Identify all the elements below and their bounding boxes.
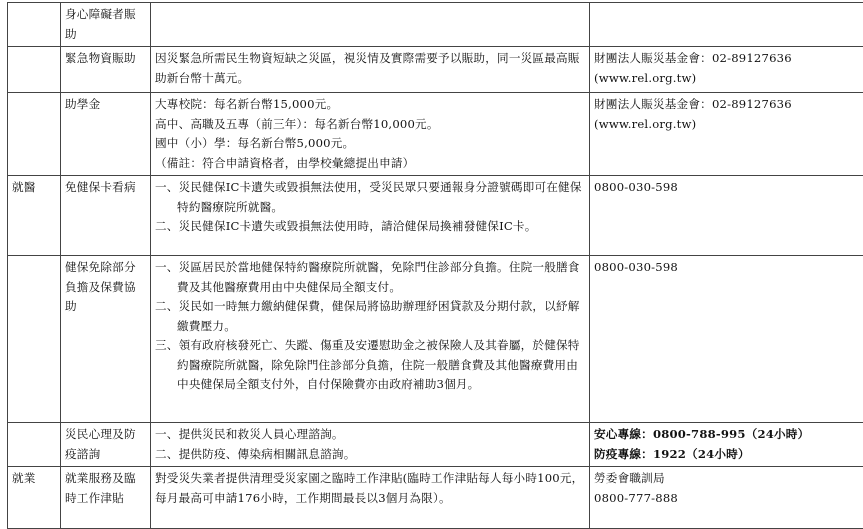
item-cell: 災民心理及防疫諮詢 <box>61 423 151 467</box>
contact-cell <box>590 467 863 529</box>
contact-line: 勞委會職訓局 <box>594 469 863 489</box>
content-paragraph: 對受災失業者提供清理受災家園之臨時工作津貼(臨時工作津貼每人每小時100元，每月最高可申請176小時，工作期間最長以3個月為限）。 <box>155 471 583 505</box>
hotline-line: 安心專線：0800-788-995（24小時） <box>594 425 863 445</box>
disaster-relief-table <box>7 2 863 529</box>
contact-line: 0800-030-598 <box>594 258 863 278</box>
category-cell: 就業 <box>8 467 61 529</box>
content-cell <box>151 47 590 93</box>
hotline-line: 防疫專線：1922（24小時） <box>594 445 863 465</box>
content-note: （備註：符合申請資格者，由學校彙總提出申請） <box>155 154 585 174</box>
table-row <box>8 47 863 93</box>
contact-line: (www.rel.org.tw) <box>594 69 863 89</box>
content-line: 國中（小）學：每名新台幣5,000元。 <box>155 134 585 154</box>
content-cell <box>151 93 590 176</box>
content-cell <box>151 256 590 423</box>
table-row <box>8 93 863 176</box>
content-cell <box>151 3 590 47</box>
contact-cell <box>590 256 863 423</box>
category-cell <box>8 47 61 93</box>
category-cell <box>8 256 61 423</box>
content-paragraph: 二、災民如一時無力繳納健保費，健保局將協助辦理紓困貸款及分期付款，以紓解繳費壓力。 <box>155 297 585 336</box>
content-line: 高中、高職及五專（前三年）：每名新台幣10,000元。 <box>155 115 585 135</box>
category-cell <box>8 3 61 47</box>
contact-line: 財團法人賑災基金會：02-89127636 <box>594 49 863 69</box>
contact-cell <box>590 423 863 467</box>
item-cell: 就業服務及臨時工作津貼 <box>61 467 151 529</box>
item-cell: 緊急物資賑助 <box>61 47 151 93</box>
contact-line: 0800-030-598 <box>594 178 863 198</box>
table-row <box>8 256 863 423</box>
category-cell <box>8 93 61 176</box>
contact-cell <box>590 3 863 47</box>
content-paragraph: 因災緊急所需民生物資短缺之災區，視災情及實際需要予以賑助，同一災區最高賑助新台幣十萬元。 <box>155 51 580 85</box>
contact-cell <box>590 47 863 93</box>
content-line: 大專校院：每名新台幣15,000元。 <box>155 95 585 115</box>
contact-line: 財團法人賑災基金會：02-89127636 <box>594 95 863 115</box>
content-paragraph: 三、領有政府核發死亡、失蹤、傷重及安遷慰助金之被保險人及其眷屬，於健保特約醫療院所就醫，除免除門住診部分負擔，住院一般膳食費及其他醫療費用由中央健保局全額支付外，自付保險費亦由政府補助3個月。 <box>155 336 585 395</box>
content-paragraph: 一、災民健保IC卡遺失或毀損無法使用，受災民眾只要通報身分證號碼即可在健保特約醫療院所就醫。 <box>155 178 585 217</box>
item-cell: 免健保卡看病 <box>61 176 151 256</box>
table-row <box>8 423 863 467</box>
content-cell <box>151 467 590 529</box>
category-cell: 就醫 <box>8 176 61 256</box>
content-line: 一、提供災民和救災人員心理諮詢。 <box>155 425 585 445</box>
category-cell <box>8 423 61 467</box>
item-cell: 身心障礙者賑助 <box>61 3 151 47</box>
table-row <box>8 176 863 256</box>
contact-cell <box>590 176 863 256</box>
item-cell: 助學金 <box>61 93 151 176</box>
content-paragraph: 二、災民健保IC卡遺失或毀損無法使用時，請洽健保局換補發健保IC卡。 <box>155 217 585 237</box>
content-paragraph: 一、災區居民於當地健保特約醫療院所就醫，免除門住診部分負擔。住院一般膳食費及其他醫療費用由中央健保局全額支付。 <box>155 258 585 297</box>
content-cell <box>151 423 590 467</box>
contact-cell <box>590 93 863 176</box>
content-cell <box>151 176 590 256</box>
table-row <box>8 3 863 47</box>
contact-line: 0800-777-888 <box>594 489 863 509</box>
content-line: 二、提供防疫、傳染病相關訊息諮詢。 <box>155 445 585 465</box>
contact-line: (www.rel.org.tw) <box>594 115 863 135</box>
item-cell: 健保免除部分負擔及保費協助 <box>61 256 151 423</box>
table-row <box>8 467 863 529</box>
